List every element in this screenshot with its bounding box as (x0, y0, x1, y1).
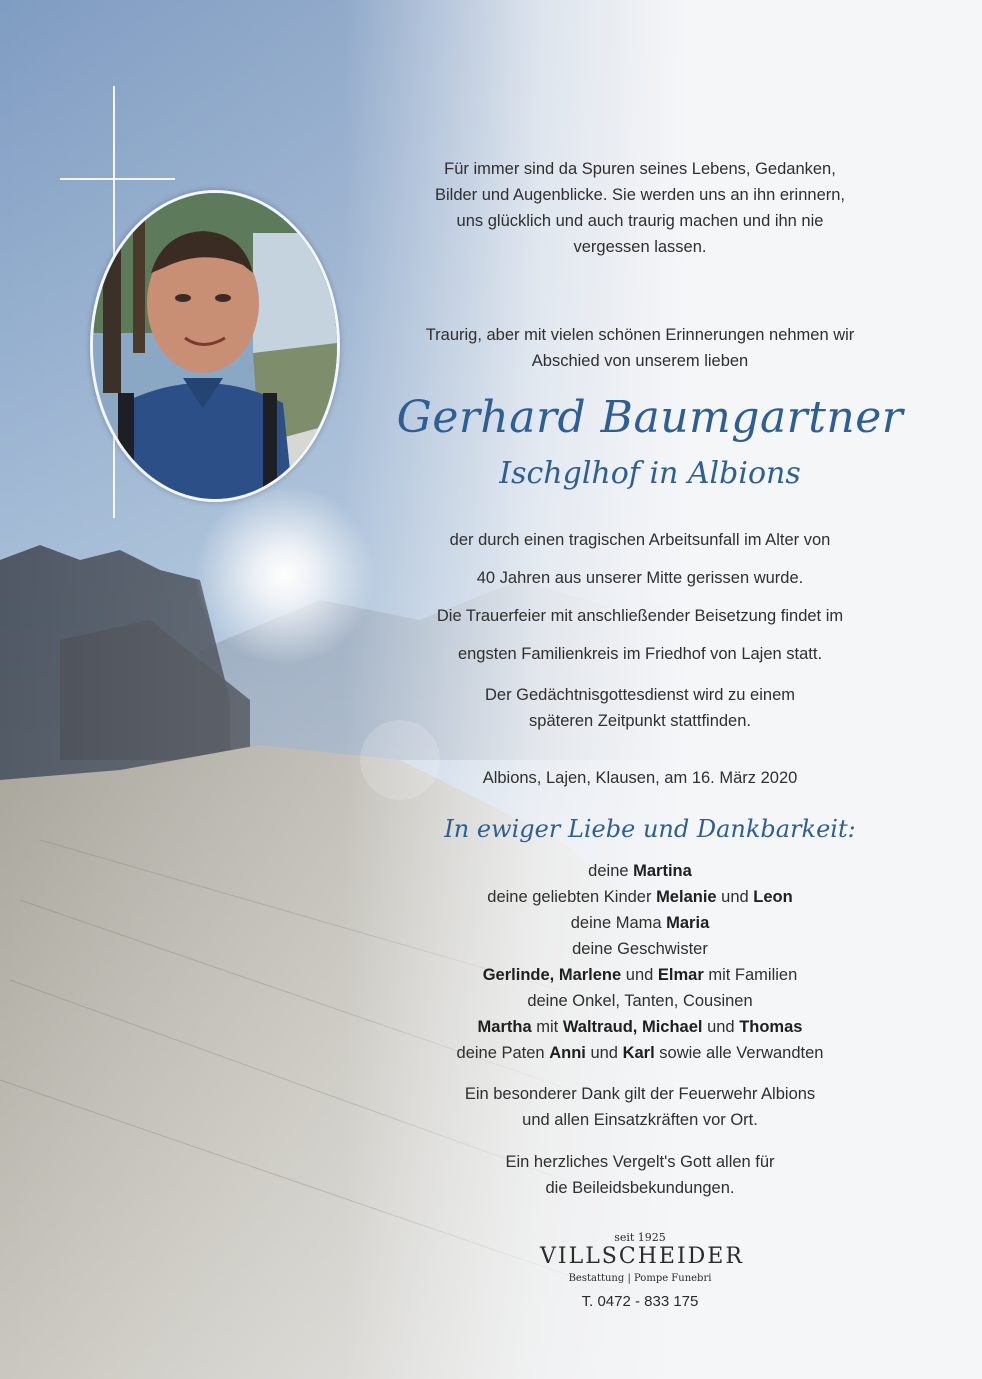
thanks-text (360, 1081, 920, 1133)
intro-line: uns glücklich und auch traurig machen und ihn nie (456, 212, 824, 230)
mourners-list (360, 858, 920, 1066)
thanks-line: und allen Einsatzkräften vor Ort. (522, 1111, 758, 1129)
mourner-line (360, 858, 920, 884)
mourner-name: Anni (549, 1044, 586, 1062)
closing-line: die Beileidsbekundungen. (545, 1179, 735, 1197)
mourners-heading: In ewiger Liebe und Dankbarkeit: (444, 815, 856, 843)
mourner-text: und (585, 1044, 623, 1062)
announcement-text (360, 322, 920, 374)
mourner-text: deine geliebten Kinder (487, 888, 657, 906)
mourner-line (360, 936, 920, 962)
place-date: Albions, Lajen, Klausen, am 16. März 2020 (482, 769, 798, 787)
mourner-text: deine Onkel, Tanten, Cousinen (527, 992, 753, 1010)
funeral-line: engsten Familienkreis im Friedhof von Lajen statt. (457, 645, 823, 663)
mourner-text: mit (531, 1018, 563, 1036)
funeral-home-since: seit 1925 (614, 1231, 666, 1244)
funeral-home-name: VILLSCHEIDER (540, 1244, 744, 1269)
death-text (360, 521, 920, 597)
mourner-text: und (716, 888, 754, 906)
deceased-name: Gerhard Baumgartner (396, 392, 904, 443)
mourner-text: und (621, 966, 658, 984)
mourner-line (360, 962, 920, 988)
thanks-line: Ein besonderer Dank gilt der Feuerwehr Albions (464, 1085, 816, 1103)
mourner-line (360, 884, 920, 910)
death-line: der durch einen tragischen Arbeitsunfall im Alter von (449, 531, 831, 549)
portrait-photo (90, 190, 340, 502)
deceased-place: Ischglhof in Albions (499, 456, 801, 491)
mourner-name: Karl (622, 1044, 655, 1062)
mourner-name: Maria (666, 914, 710, 932)
closing-line: Ein herzliches Vergelt's Gott allen für (505, 1153, 775, 1171)
mourner-name: Elmar (657, 966, 704, 984)
mourner-name: Waltraud, Michael (562, 1018, 703, 1036)
funeral-line: Die Trauerfeier mit anschließender Beisetzung findet im (436, 607, 844, 625)
mourner-name: Leon (753, 888, 793, 906)
portrait-image (93, 193, 337, 499)
mourner-text: mit Familien (703, 966, 798, 984)
death-line: 40 Jahren aus unserer Mitte gerissen wurde. (476, 569, 804, 587)
mourner-text: und (702, 1018, 740, 1036)
mourner-line (360, 988, 920, 1014)
announcement-line: Abschied von unserem lieben (531, 352, 749, 370)
intro-line: Für immer sind da Spuren seines Lebens, Gedanken, (444, 160, 836, 178)
memorial-line: späteren Zeitpunkt stattfinden. (529, 712, 751, 730)
mourner-text: deine Geschwister (572, 940, 708, 958)
mourner-text: deine Paten (456, 1044, 550, 1062)
funeral-home-phone: T. 0472 - 833 175 (581, 1293, 699, 1310)
mourner-text: deine Mama (570, 914, 667, 932)
mourner-name: Thomas (739, 1018, 803, 1036)
mourner-name: Melanie (656, 888, 717, 906)
funeral-text (360, 597, 920, 673)
intro-text (360, 156, 920, 260)
mourner-text: deine (588, 862, 634, 880)
mourner-line (360, 910, 920, 936)
mourner-text: sowie alle Verwandten (654, 1044, 824, 1062)
mourner-name: Martha (477, 1018, 532, 1036)
mourner-line (360, 1014, 920, 1040)
intro-line: Bilder und Augenblicke. Sie werden uns an ihn erinnern, (434, 186, 846, 204)
closing-text (360, 1149, 920, 1201)
mourner-name: Gerlinde, Marlene (482, 966, 622, 984)
announcement-line: Traurig, aber mit vielen schönen Erinnerungen nehmen wir (425, 326, 855, 344)
memorial-line: Der Gedächtnisgottesdienst wird zu einem (485, 686, 795, 704)
memorial-text (360, 682, 920, 734)
funeral-home-subtitle: Bestattung | Pompe Funebri (568, 1273, 712, 1284)
mourner-line (360, 1040, 920, 1066)
intro-line: vergessen lassen. (573, 238, 707, 256)
mourner-name: Martina (633, 862, 692, 880)
cross-horizontal (60, 178, 175, 180)
